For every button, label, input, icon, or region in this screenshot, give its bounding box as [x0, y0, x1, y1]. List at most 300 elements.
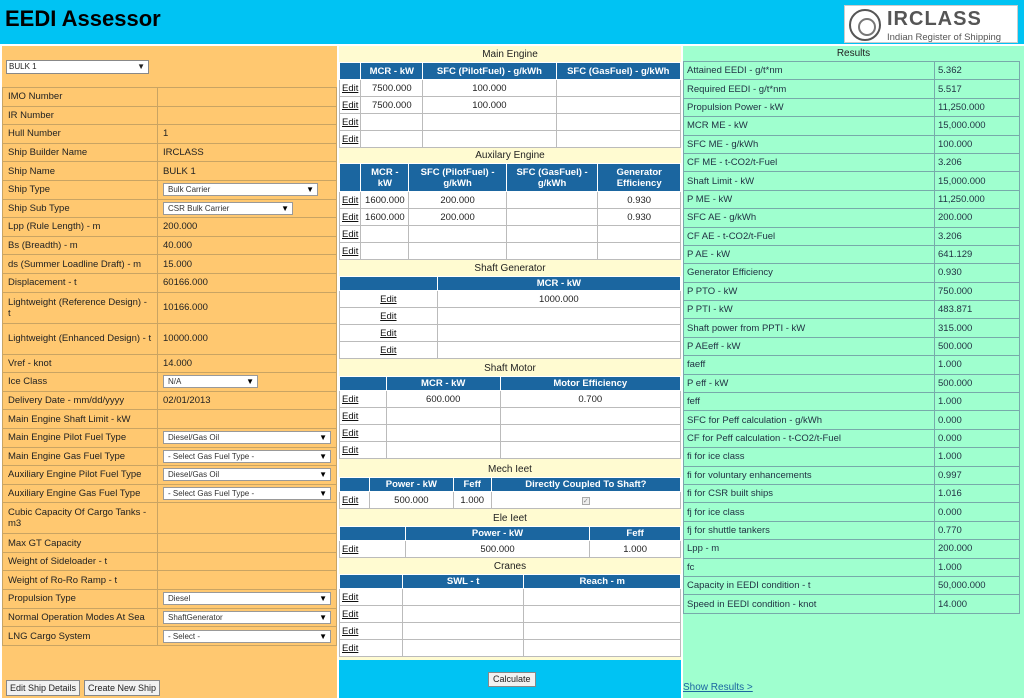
ship-detail-row	[3, 323, 337, 354]
edit-cell	[340, 408, 387, 425]
ship-details-table	[2, 87, 337, 646]
table-cell: 200.000	[409, 192, 506, 209]
results-caption: Results	[836, 48, 871, 59]
ship-detail-value-cell[interactable]	[158, 503, 337, 534]
result-label: fj for shuttle tankers	[684, 521, 935, 539]
result-row	[684, 172, 1020, 190]
chevron-down-icon: ▼	[319, 433, 327, 443]
ship-details-panel	[2, 46, 337, 698]
edit-link[interactable]: Edit	[342, 427, 359, 439]
table-row	[340, 226, 681, 243]
edit-cell	[340, 640, 403, 657]
ship-detail-row	[3, 484, 337, 503]
result-row	[684, 227, 1020, 245]
aux-engine-section	[339, 149, 681, 260]
edit-cell	[340, 308, 438, 325]
result-label: SFC ME - g/kWh	[684, 135, 935, 153]
edit-link[interactable]: Edit	[342, 82, 359, 94]
result-value: 3.206	[935, 153, 1020, 171]
table-cell	[386, 442, 500, 459]
table-cell	[361, 226, 409, 243]
edit-link[interactable]: Edit	[342, 116, 359, 128]
irclass-seal-icon	[849, 9, 881, 41]
chevron-down-icon: ▼	[319, 488, 327, 498]
result-value: 3.206	[935, 227, 1020, 245]
column-header: SWL - t	[402, 575, 524, 589]
table-cell	[423, 114, 556, 131]
ship-detail-value-cell	[158, 180, 337, 199]
result-value: 11,250.000	[935, 190, 1020, 208]
ship-detail-value-cell[interactable]	[158, 534, 337, 553]
ele-ieet-table	[339, 526, 681, 558]
column-header: SFC (PilotFuel) - g/kWh	[423, 63, 556, 80]
table-cell	[506, 226, 598, 243]
result-value: 1.000	[935, 393, 1020, 411]
ship-detail-value: 02/01/2013	[163, 395, 211, 407]
select-value: ShaftGenerator	[168, 612, 223, 622]
result-value: 5.517	[935, 80, 1020, 98]
result-row	[684, 521, 1020, 539]
table-row	[340, 492, 681, 509]
result-value: 5.362	[935, 62, 1020, 80]
ship-detail-label: Ice Class	[3, 373, 158, 392]
select-value: Diesel/Gas Oil	[168, 433, 220, 443]
result-label: Shaft power from PPTI - kW	[684, 319, 935, 337]
result-value: 1.000	[935, 558, 1020, 576]
chevron-down-icon: ▼	[306, 185, 314, 195]
result-label: fc	[684, 558, 935, 576]
ship-detail-label: Normal Operation Modes At Sea	[3, 608, 158, 627]
column-header: Reach - m	[524, 575, 681, 589]
column-header	[340, 527, 406, 541]
cranes-table	[339, 574, 681, 657]
edit-cell	[340, 80, 361, 97]
edit-link[interactable]: Edit	[342, 494, 359, 506]
table-row	[340, 131, 681, 148]
select-value: - Select Gas Fuel Type -	[168, 451, 255, 461]
table-cell	[524, 589, 681, 606]
ship-detail-value-cell[interactable]	[158, 255, 337, 274]
result-row	[684, 448, 1020, 466]
ship-detail-row	[3, 273, 337, 292]
column-header	[340, 575, 403, 589]
table-cell	[556, 131, 680, 148]
edit-link[interactable]: Edit	[342, 608, 359, 620]
ship-detail-value-cell[interactable]	[158, 236, 337, 255]
select-value: N/A	[168, 377, 182, 387]
edit-link[interactable]: Edit	[342, 393, 359, 405]
ship-detail-row	[3, 88, 337, 107]
result-label: Capacity in EEDI condition - t	[684, 576, 935, 594]
ship-detail-row	[3, 571, 337, 590]
column-header: Generator Efficiency	[598, 164, 681, 192]
result-value: 100.000	[935, 135, 1020, 153]
result-label: fi for ice class	[684, 448, 935, 466]
result-row	[684, 80, 1020, 98]
table-row	[340, 114, 681, 131]
result-label: P AE - kW	[684, 245, 935, 263]
table-row	[340, 192, 681, 209]
ship-detail-label: Displacement - t	[3, 273, 158, 292]
ship-detail-label: Max GT Capacity	[3, 534, 158, 553]
result-value: 1.016	[935, 484, 1020, 502]
table-row	[340, 97, 681, 114]
table-row	[340, 408, 681, 425]
table-row	[340, 541, 681, 558]
ship-detail-value-cell[interactable]	[158, 143, 337, 162]
edit-cell	[340, 425, 387, 442]
ship-detail-value-cell[interactable]	[158, 391, 337, 410]
table-cell	[598, 226, 681, 243]
ship-detail-label: Vref - knot	[3, 354, 158, 373]
table-cell	[556, 114, 680, 131]
table-cell: 0.930	[598, 192, 681, 209]
result-value: 11,250.000	[935, 98, 1020, 116]
chevron-down-icon: ▼	[319, 451, 327, 461]
table-header-row	[340, 527, 681, 541]
table-cell	[437, 325, 680, 342]
table-row	[340, 291, 681, 308]
ship-detail-value-cell	[158, 428, 337, 447]
ship-detail-value-cell[interactable]	[158, 410, 337, 429]
chevron-down-icon: ▼	[319, 612, 327, 622]
ship-detail-select[interactable]	[163, 375, 258, 388]
ship-detail-label: Main Engine Shaft Limit - kW	[3, 410, 158, 429]
calculate-button[interactable]: Calculate	[488, 672, 536, 687]
result-value: 200.000	[935, 209, 1020, 227]
ship-detail-select[interactable]	[163, 611, 331, 624]
column-header: Feff	[590, 527, 681, 541]
table-cell	[556, 97, 680, 114]
edit-cell	[340, 114, 361, 131]
app-header	[0, 0, 1024, 44]
ship-detail-label: Ship Sub Type	[3, 199, 158, 218]
ship-detail-label: Propulsion Type	[3, 590, 158, 609]
table-cell	[437, 342, 680, 359]
ship-detail-value-cell[interactable]	[158, 88, 337, 107]
table-cell: 500.000	[405, 541, 589, 558]
aux-engine-caption: Auxilary Engine	[339, 149, 681, 163]
result-value: 0.000	[935, 503, 1020, 521]
ship-detail-row	[3, 218, 337, 237]
cranes-section	[339, 560, 681, 657]
result-label: fi for CSR built ships	[684, 484, 935, 502]
logo-brand-text: IRCLASS	[887, 8, 982, 30]
result-value: 483.871	[935, 301, 1020, 319]
ship-detail-row	[3, 447, 337, 466]
ship-detail-label: LNG Cargo System	[3, 627, 158, 646]
column-header: SFC (PilotFuel) - g/kWh	[409, 164, 506, 192]
edit-link[interactable]: Edit	[342, 410, 359, 422]
result-value: 750.000	[935, 282, 1020, 300]
irclass-logo	[844, 5, 1018, 43]
table-row	[340, 640, 681, 657]
table-cell	[386, 408, 500, 425]
ship-detail-label: Main Engine Pilot Fuel Type	[3, 428, 158, 447]
edit-cell	[340, 589, 403, 606]
result-label: Attained EEDI - g/t*nm	[684, 62, 935, 80]
ship-detail-label: Lightweight (Reference Design) - t	[3, 292, 158, 323]
ship-detail-row	[3, 608, 337, 627]
table-cell: 100.000	[423, 80, 556, 97]
ship-detail-value-cell[interactable]	[158, 273, 337, 292]
column-header: Directly Coupled To Shaft?	[491, 478, 680, 492]
column-header: MCR - kW	[386, 377, 500, 391]
table-cell	[386, 425, 500, 442]
column-header	[340, 478, 370, 492]
ship-detail-row	[3, 162, 337, 181]
ship-detail-value: IRCLASS	[163, 147, 204, 159]
edit-link[interactable]: Edit	[342, 625, 359, 637]
ship-detail-row	[3, 627, 337, 646]
result-label: CF AE - t-CO2/t-Fuel	[684, 227, 935, 245]
result-value: 14.000	[935, 595, 1020, 613]
ship-detail-row	[3, 391, 337, 410]
table-cell: 100.000	[423, 97, 556, 114]
table-cell: 0.700	[500, 391, 680, 408]
table-row	[340, 606, 681, 623]
main-engine-section	[339, 48, 681, 148]
ship-detail-value-cell[interactable]	[158, 125, 337, 144]
result-label: SFC for Peff calculation - g/kWh	[684, 411, 935, 429]
ship-detail-label: IR Number	[3, 106, 158, 125]
result-value: 0.930	[935, 264, 1020, 282]
table-cell	[500, 425, 680, 442]
ship-detail-value-cell	[158, 199, 337, 218]
result-label: fi for voluntary enhancements	[684, 466, 935, 484]
table-cell	[524, 623, 681, 640]
result-label: Speed in EEDI condition - knot	[684, 595, 935, 613]
column-header	[340, 277, 438, 291]
ship-detail-row	[3, 125, 337, 144]
edit-cell	[340, 623, 403, 640]
edit-cell	[340, 226, 361, 243]
table-cell	[506, 192, 598, 209]
result-value: 0.000	[935, 411, 1020, 429]
table-row	[340, 623, 681, 640]
shaft-generator-caption: Shaft Generator	[339, 262, 681, 276]
result-row	[684, 153, 1020, 171]
ship-detail-row	[3, 180, 337, 199]
result-label: Propulsion Power - kW	[684, 98, 935, 116]
result-label: Required EEDI - g/t*nm	[684, 80, 935, 98]
table-cell	[361, 131, 423, 148]
ship-detail-value-cell	[158, 484, 337, 503]
ship-detail-select[interactable]	[163, 202, 293, 215]
table-header-row	[340, 478, 681, 492]
result-value: 15,000.000	[935, 172, 1020, 190]
ship-detail-label: Ship Name	[3, 162, 158, 181]
table-cell	[598, 243, 681, 260]
result-row	[684, 356, 1020, 374]
chevron-down-icon: ▼	[319, 631, 327, 641]
edit-link[interactable]: Edit	[380, 293, 397, 305]
result-label: Lpp - m	[684, 540, 935, 558]
result-row	[684, 301, 1020, 319]
table-cell: 1600.000	[361, 192, 409, 209]
column-header	[340, 63, 361, 80]
result-value: 500.000	[935, 337, 1020, 355]
table-cell	[361, 243, 409, 260]
result-row	[684, 190, 1020, 208]
result-row	[684, 245, 1020, 263]
table-row	[340, 325, 681, 342]
column-header	[340, 164, 361, 192]
edit-link[interactable]: Edit	[342, 211, 359, 223]
result-row	[684, 319, 1020, 337]
ship-detail-value-cell[interactable]	[158, 571, 337, 590]
ship-detail-select[interactable]	[163, 630, 331, 643]
result-label: P eff - kW	[684, 374, 935, 392]
ship-detail-label: Weight of Sideloader - t	[3, 552, 158, 571]
ship-detail-value: BULK 1	[163, 165, 196, 177]
table-cell: 7500.000	[361, 97, 423, 114]
result-row	[684, 595, 1020, 613]
ship-detail-value-cell[interactable]	[158, 552, 337, 571]
column-header: SFC (GasFuel) - g/kWh	[506, 164, 598, 192]
ship-detail-label: Main Engine Gas Fuel Type	[3, 447, 158, 466]
ship-select[interactable]	[6, 60, 149, 74]
result-label: P PTI - kW	[684, 301, 935, 319]
mech-ieet-table	[339, 477, 681, 509]
ship-detail-row	[3, 106, 337, 125]
result-row	[684, 135, 1020, 153]
ship-detail-select[interactable]	[163, 468, 331, 481]
ship-detail-value-cell	[158, 447, 337, 466]
edit-cell	[340, 192, 361, 209]
table-cell	[556, 80, 680, 97]
result-row	[684, 484, 1020, 502]
ship-detail-row	[3, 199, 337, 218]
edit-link[interactable]: Edit	[342, 245, 359, 257]
ship-detail-label: Hull Number	[3, 125, 158, 144]
table-row	[340, 442, 681, 459]
ship-detail-label: Auxiliary Engine Pilot Fuel Type	[3, 466, 158, 485]
edit-link[interactable]: Edit	[342, 133, 359, 145]
result-label: P PTO - kW	[684, 282, 935, 300]
results-table	[683, 61, 1020, 614]
edit-cell	[340, 342, 438, 359]
result-label: P ME - kW	[684, 190, 935, 208]
table-header-row	[340, 277, 681, 291]
ship-detail-value: 40.000	[163, 240, 193, 252]
result-value: 15,000.000	[935, 117, 1020, 135]
edit-ship-details-button[interactable]: Edit Ship Details	[6, 680, 80, 696]
edit-cell	[340, 606, 403, 623]
result-label: Shaft Limit - kW	[684, 172, 935, 190]
ship-select-value: BULK 1	[9, 62, 37, 71]
ship-detail-select[interactable]	[163, 450, 331, 463]
edit-link[interactable]: Edit	[342, 99, 359, 111]
ship-detail-value: 10000.000	[163, 333, 208, 345]
edit-link[interactable]: Edit	[342, 642, 359, 654]
ship-detail-value-cell[interactable]	[158, 354, 337, 373]
result-row	[684, 209, 1020, 227]
result-row	[684, 411, 1020, 429]
chevron-down-icon: ▼	[319, 470, 327, 480]
cranes-caption: Cranes	[339, 560, 681, 574]
table-cell	[437, 308, 680, 325]
ship-detail-select[interactable]	[163, 592, 331, 605]
column-header	[340, 377, 387, 391]
edit-link[interactable]: Edit	[380, 344, 397, 356]
result-value: 500.000	[935, 374, 1020, 392]
select-value: Diesel	[168, 594, 191, 604]
table-header-row	[340, 164, 681, 192]
ship-detail-value-cell[interactable]	[158, 323, 337, 354]
create-new-ship-button[interactable]: Create New Ship	[84, 680, 160, 696]
edit-link[interactable]: Edit	[342, 543, 359, 555]
select-value: Diesel/Gas Oil	[168, 470, 220, 480]
edit-link[interactable]: Edit	[342, 228, 359, 240]
ship-detail-value-cell[interactable]	[158, 218, 337, 237]
coupled-checkbox-cell	[491, 492, 680, 509]
result-row	[684, 98, 1020, 116]
ship-detail-row	[3, 466, 337, 485]
table-cell: 7500.000	[361, 80, 423, 97]
result-row	[684, 540, 1020, 558]
result-label: MCR ME - kW	[684, 117, 935, 135]
result-row	[684, 429, 1020, 447]
ship-detail-select[interactable]	[163, 487, 331, 500]
table-cell	[402, 623, 524, 640]
ship-detail-row	[3, 428, 337, 447]
edit-link[interactable]: Edit	[342, 194, 359, 206]
ship-detail-value-cell	[158, 627, 337, 646]
ship-detail-row	[3, 410, 337, 429]
result-row	[684, 282, 1020, 300]
table-cell: 0.930	[598, 209, 681, 226]
table-cell	[524, 606, 681, 623]
table-cell	[500, 408, 680, 425]
main-engine-caption: Main Engine	[339, 48, 681, 62]
ship-detail-label: Delivery Date - mm/dd/yyyy	[3, 391, 158, 410]
column-header: MCR - kW	[361, 164, 409, 192]
select-value: Bulk Carrier	[168, 185, 211, 195]
ship-detail-select[interactable]	[163, 183, 318, 196]
edit-link[interactable]: Edit	[342, 591, 359, 603]
mech-ieet-section	[339, 463, 681, 509]
result-label: Generator Efficiency	[684, 264, 935, 282]
table-cell	[423, 131, 556, 148]
ship-detail-select[interactable]	[163, 431, 331, 444]
edit-link[interactable]: Edit	[380, 327, 397, 339]
result-value: 0.000	[935, 429, 1020, 447]
chevron-down-icon: ▼	[319, 594, 327, 604]
edit-link[interactable]: Edit	[380, 310, 397, 322]
show-results-link[interactable]: Show Results >	[683, 682, 753, 693]
ship-detail-value-cell[interactable]	[158, 292, 337, 323]
ship-detail-value-cell[interactable]	[158, 106, 337, 125]
ele-ieet-caption: Ele Ieet	[339, 512, 681, 526]
result-value: 1.000	[935, 448, 1020, 466]
ship-detail-value: 1	[163, 128, 169, 140]
table-row	[340, 243, 681, 260]
table-row	[340, 308, 681, 325]
table-cell	[402, 589, 524, 606]
ship-detail-value-cell[interactable]	[158, 162, 337, 181]
coupled-checkbox[interactable]: ✓	[582, 497, 589, 505]
chevron-down-icon: ▼	[281, 203, 289, 213]
edit-cell	[340, 209, 361, 226]
ship-detail-label: IMO Number	[3, 88, 158, 107]
result-row	[684, 576, 1020, 594]
edit-link[interactable]: Edit	[342, 444, 359, 456]
ship-detail-row	[3, 354, 337, 373]
table-cell: 500.000	[369, 492, 453, 509]
result-value: 0.770	[935, 521, 1020, 539]
ship-detail-row	[3, 503, 337, 534]
